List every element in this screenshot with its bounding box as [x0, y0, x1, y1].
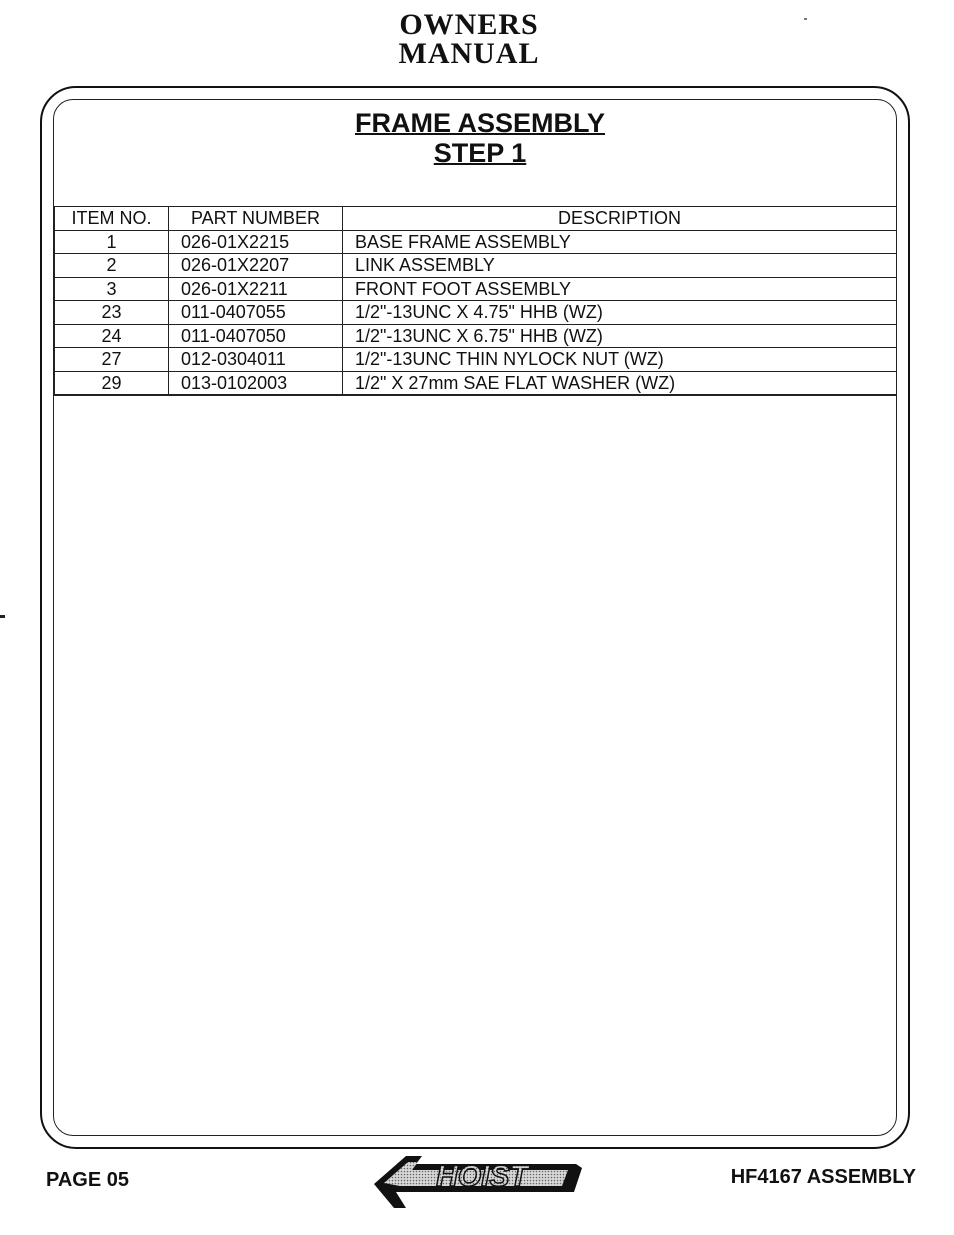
- cell-item-no: 2: [55, 254, 169, 278]
- cell-part-number: 013-0102003: [169, 371, 343, 395]
- scan-mark: [0, 615, 5, 618]
- cell-description: 1/2"-13UNC X 6.75" HHB (WZ): [343, 324, 897, 348]
- cell-item-no: 23: [55, 301, 169, 325]
- cell-part-number: 011-0407050: [169, 324, 343, 348]
- section-heading: [3, 108, 954, 168]
- cell-description: FRONT FOOT ASSEMBLY: [343, 277, 897, 301]
- cell-item-no: 3: [55, 277, 169, 301]
- table-row: [55, 277, 897, 301]
- cell-item-no: 29: [55, 371, 169, 395]
- cell-item-no: 24: [55, 324, 169, 348]
- table-row: [55, 371, 897, 395]
- logo-text: HOIST: [436, 1160, 528, 1193]
- model-label: HF4167 ASSEMBLY: [730, 1166, 916, 1188]
- section-heading-title: FRAME ASSEMBLY: [354, 108, 606, 138]
- cell-item-no: 27: [55, 348, 169, 372]
- cell-part-number: 026-01X2207: [169, 254, 343, 278]
- column-header-description: DESCRIPTION: [343, 207, 897, 231]
- table-row: [55, 348, 897, 372]
- cell-description: BASE FRAME ASSEMBLY: [343, 230, 897, 254]
- table-row: [55, 324, 897, 348]
- cell-item-no: 1: [55, 230, 169, 254]
- section-heading-step: STEP 1: [433, 138, 527, 168]
- cell-part-number: 011-0407055: [169, 301, 343, 325]
- cell-description: LINK ASSEMBLY: [343, 254, 897, 278]
- hoist-logo-icon: [370, 1152, 586, 1210]
- parts-table: [54, 206, 897, 396]
- cell-description: 1/2"-13UNC X 4.75" HHB (WZ): [343, 301, 897, 325]
- page-number: PAGE 05: [46, 1169, 129, 1191]
- cell-description: 1/2"-13UNC THIN NYLOCK NUT (WZ): [343, 348, 897, 372]
- manual-title-line2: MANUAL: [398, 37, 540, 70]
- table-header-row: [55, 207, 897, 231]
- table-row: [55, 254, 897, 278]
- cell-part-number: 026-01X2215: [169, 230, 343, 254]
- table-row: [55, 230, 897, 254]
- cell-part-number: 026-01X2211: [169, 277, 343, 301]
- column-header-part-number: PART NUMBER: [169, 207, 343, 231]
- column-header-item-no: ITEM NO.: [55, 207, 169, 231]
- cell-part-number: 012-0304011: [169, 348, 343, 372]
- table-row: [55, 301, 897, 325]
- manual-title-line1: OWNERS: [399, 8, 539, 41]
- cell-description: 1/2" X 27mm SAE FLAT WASHER (WZ): [343, 371, 897, 395]
- manual-title: [0, 10, 946, 68]
